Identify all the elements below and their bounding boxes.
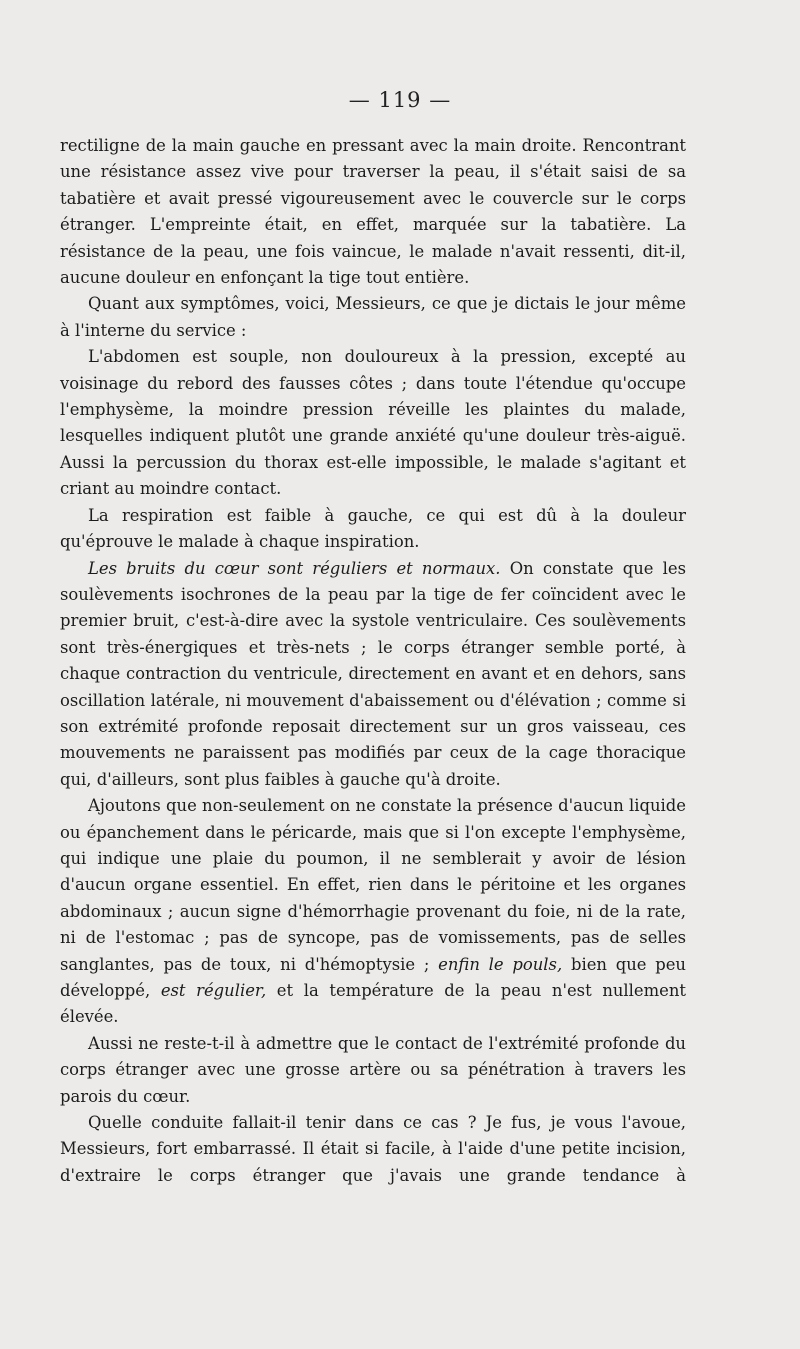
paragraph-6-text-before: Ajoutons que non-seulement on ne constate la présence d'aucun liquide ou épanchement dans le péricarde, mais que si l'on excepte l'emphysème, qui indique une plaie du poumon, il ne semblerait y avoir de lésion d'aucun organe essentiel. En effet, rien dans le péritoine et les organes abdominaux ; aucun signe d'hémorrhagie provenant du foie, ni de la rate, ni de l'estomac ; pas de syncope, pas de vomissements, pas de selles sanglantes, pas de toux, ni d'hémoptysie ; [60, 796, 686, 974]
paragraph-8: Quelle conduite fallait-il tenir dans ce cas ? Je fus, je vous l'avoue, Messieurs, fort embarrassé. Il était si facile, à l'aide d'une petite incision, d'extraire le corps étranger que j'avais une grande tendance à [60, 1113, 686, 1185]
body-text [60, 133, 686, 1189]
paragraph-6-text-middle: bien que peu développé, [60, 954, 686, 1000]
paragraph-1: rectiligne de la main gauche en pressant avec la main droite. Rencontrant une résistance assez vive pour traverser la peau, il s'était saisi de sa tabatière et avait pressé vigoureusement avec le couvercle sur le corps étranger. L'empreinte était, en effet, marquée sur la tabatière. La résistance de la peau, une fois vaincue, le malade n'avait ressenti, dit-il, aucune douleur en enfonçant la tige tout entière. [60, 136, 686, 288]
italic-phrase: Les bruits du cœur sont réguliers et normaux. [88, 558, 501, 578]
page-number: — 119 — [348, 88, 452, 112]
paragraph-6-text-after: et la température de la peau n'est nullement élevée. [60, 981, 686, 1027]
paragraph-3: L'abdomen est souple, non douloureux à la pression, excepté au voisinage du rebord des fausses côtes ; dans toute l'étendue qu'occupe l'emphysème, la moindre pression réveille les plaintes du malade, lesquelles indiquent plutôt une grande anxiété qu'une douleur très-aiguë. Aussi la percussion du thorax est-elle impossible, le malade s'agitant et criant au moindre contact. [60, 347, 686, 499]
italic-phrase-pouls: enfin le pouls, [438, 954, 563, 974]
paragraph-4: La respiration est faible à gauche, ce qui est dû à la douleur qu'éprouve le malade à chaque inspiration. [60, 505, 686, 552]
italic-phrase-regulier: est régulier, [160, 981, 267, 1000]
paragraph-6 [60, 793, 686, 1031]
paragraph-2: Quant aux symptômes, voici, Messieurs, ce que je dictais le jour même à l'interne du service : [60, 294, 686, 340]
paragraph-5 [60, 556, 686, 794]
paragraph-7: Aussi ne reste-t-il à admettre que le contact de l'extrémité profonde du corps étranger avec une grosse artère ou sa pénétration à travers les parois du cœur. [60, 1033, 686, 1106]
paragraph-5-text: On constate que les soulèvements isochrones de la peau par la tige de fer coïncident avec le premier bruit, c'est-à-dire avec la systole ventriculaire. Ces soulèvements sont très-énergiques et très-nets ; le corps étranger semble porté, à chaque contraction du ventricule, directement en avant et en dehors, sans oscillation latérale, ni mouvement d'abaissement ou d'élévation ; comme si son extrémité profonde reposait directement sur un gros vaisseau, ces mouvements ne paraissent pas modifiés par ceux de la cage thoracique qui, d'ailleurs, sont plus faibles à gauche qu'à droite. [60, 558, 686, 789]
